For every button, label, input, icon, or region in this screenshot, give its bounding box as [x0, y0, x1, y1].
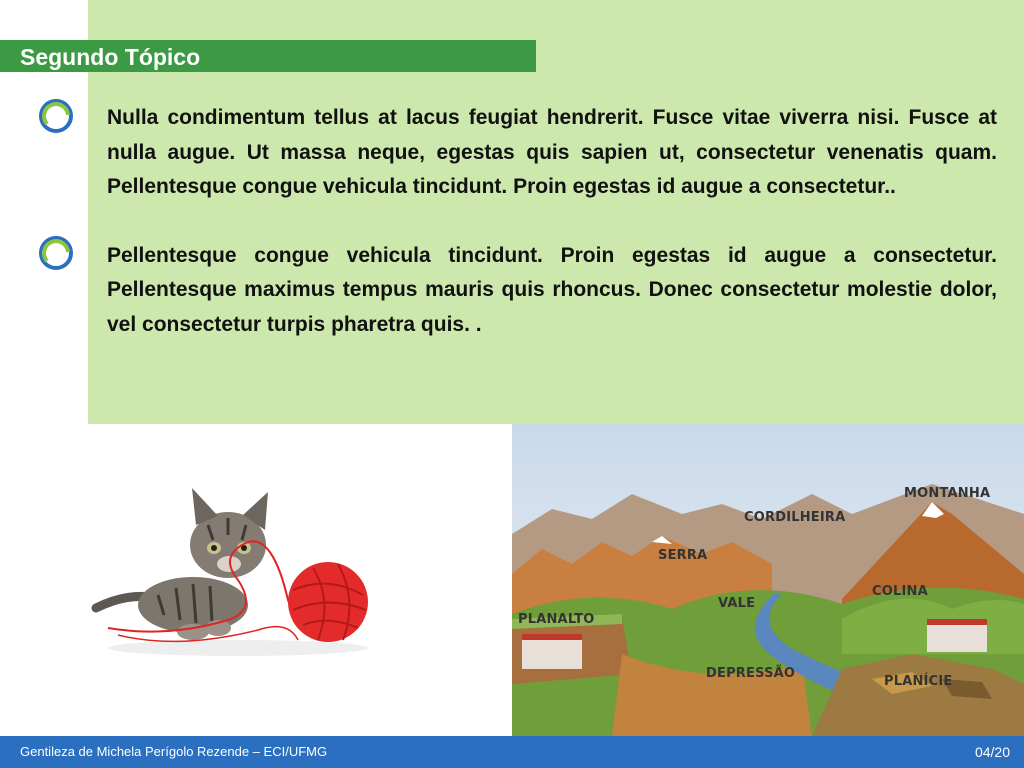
circle-bullet-icon [38, 235, 74, 271]
slide-title: Segundo Tópico [0, 40, 536, 72]
label-planicie: PLANÍCIE [884, 674, 953, 689]
footer-credit: Gentileza de Michela Perígolo Rezende – ECI/UFMG [20, 744, 328, 759]
body-text [107, 101, 997, 376]
page-number: 04/20 [974, 744, 1010, 760]
circle-bullet-icon [38, 98, 74, 134]
label-montanha: MONTANHA [904, 486, 991, 501]
label-serra: SERRA [658, 548, 708, 563]
relief-landscape-image [512, 424, 1024, 736]
label-vale: VALE [718, 596, 756, 611]
paragraph-1: Nulla condimentum tellus at lacus feugiat hendrerit. Fusce vitae viverra nisi. Fusce at nulla augue. Ut massa neque, egestas quis sapien ut, consectetur venenatis quam. Pellentesque congue vehicula tincidunt. Proin egestas id augue a consectetur.. [107, 106, 997, 198]
label-cordilheira: CORDILHEIRA [744, 510, 846, 525]
label-depressao: DEPRESSÃO [706, 666, 796, 681]
kitten-yarn-image [88, 480, 388, 660]
label-planalto: PLANALTO [518, 612, 595, 627]
footer-bar [0, 736, 1024, 768]
paragraph-2: Pellentesque congue vehicula tincidunt. Proin egestas id augue a consectetur. Pellentesque maximus tempus mauris quis rhoncus. Donec consectetur molestie dolor, vel consectetur turpis pharetra quis. . [107, 243, 997, 336]
label-colina: COLINA [872, 584, 928, 599]
